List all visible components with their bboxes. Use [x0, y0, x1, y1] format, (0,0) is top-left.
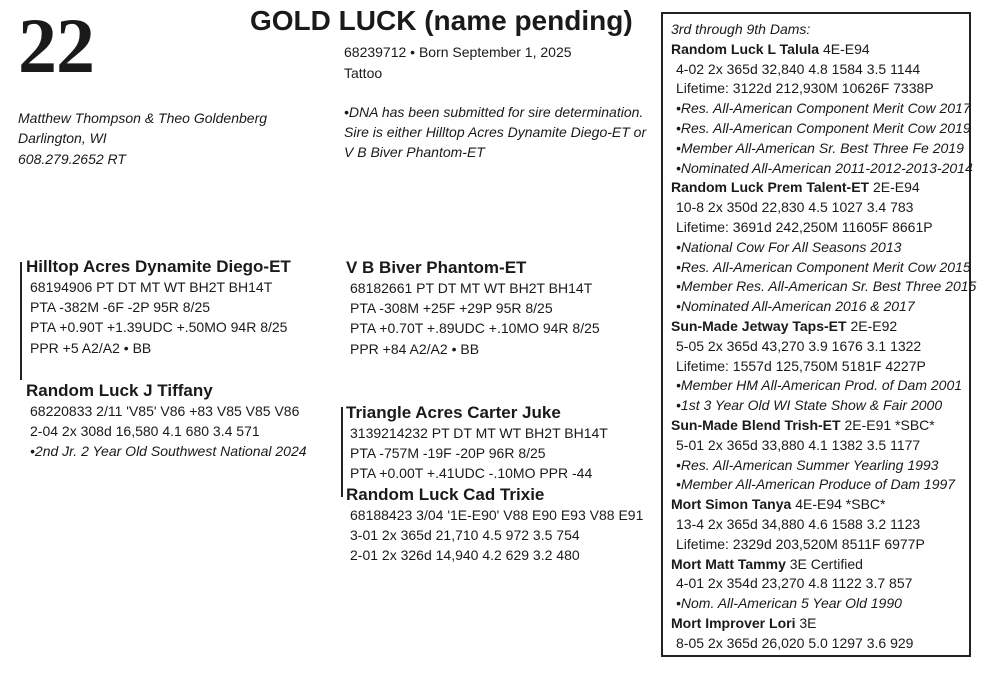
- dam-entry-note: •Member Res. All-American Sr. Best Three 2015: [676, 278, 977, 295]
- registration-line: 68239712 • Born September 1, 2025: [344, 44, 572, 60]
- dam-entry-score: 4E-E94 *SBC*: [795, 496, 886, 513]
- dam-entry-score: 2E-E92: [850, 317, 898, 334]
- mgs-name: Triangle Acres Carter Juke: [346, 403, 561, 422]
- dam-entry-note: •1st 3 Year Old WI State Show & Fair 2000: [676, 397, 943, 414]
- pedigree-line-right: [341, 407, 343, 497]
- mgs-line: PTA +0.00T +.41UDC -.10MO PPR -44: [350, 465, 593, 482]
- dam-entry-note: •Nominated All-American 2016 & 2017: [676, 298, 915, 315]
- consignor-location: Darlington, WI: [18, 130, 107, 146]
- dam-block: [26, 380, 307, 462]
- mgs-line: PTA -757M -19F -20P 96R 8/25: [350, 445, 546, 462]
- dams-box-heading: 3rd through 9th Dams:: [671, 21, 811, 37]
- dam-entry-name: Mort Matt Tammy: [671, 555, 786, 572]
- dam-entry-score: 4E-E94: [822, 40, 870, 57]
- second-dam-name: Random Luck Cad Trixie: [346, 485, 545, 504]
- second-dam-line: 2-01 2x 326d 14,940 4.2 629 3.2 480: [350, 547, 580, 564]
- dam-entry-note: •Member HM All-American Prod. of Dam 2001: [676, 377, 963, 394]
- dam-entry-record: 4-02 2x 365d 32,840 4.8 1584 3.5 1144: [676, 60, 921, 77]
- dam-entry-note: •National Cow For All Seasons 2013: [676, 238, 902, 255]
- dam-entry-note: •Res. All-American Summer Yearling 1993: [676, 456, 939, 473]
- dam-entry-header: [671, 416, 969, 436]
- dam-entry-header: [671, 40, 969, 60]
- dam-entry-note: •Member All-American Produce of Dam 1997: [676, 476, 956, 493]
- consignor-names: Matthew Thompson & Theo Goldenberg: [18, 110, 268, 126]
- dam-entry-record: 5-05 2x 365d 43,270 3.9 1676 3.1 1322: [676, 337, 922, 354]
- dam-entry-score: 2E-E91 *SBC*: [844, 416, 935, 433]
- mgs-block: [346, 402, 608, 484]
- dam-entry-record: Lifetime: 3691d 242,250M 11605F 8661P: [676, 218, 933, 235]
- dam-line: 68220833 2/11 'V85' V86 +83 V85 V85 V86: [30, 403, 300, 419]
- dam-entry-name: Mort Improver Lori: [671, 614, 796, 631]
- sire-b-name: V B Biver Phantom-ET: [346, 258, 527, 277]
- sire-b-block: [346, 257, 600, 359]
- dna-note-line-2: Sire is either Hilltop Acres Dynamite Diego-ET or: [344, 124, 647, 140]
- consignor-phone: 608.279.2652 RT: [18, 151, 126, 167]
- dam-entry-name: Random Luck L Talula: [671, 40, 820, 57]
- dam-entry-record: 13-4 2x 365d 34,880 4.6 1588 3.2 1123: [676, 515, 921, 532]
- dam-entry-score: 3E: [799, 614, 817, 631]
- sire-a-line: PPR +5 A2/A2 • BB: [30, 339, 152, 356]
- id-method: Tattoo: [344, 65, 383, 81]
- dam-entry-name: Random Luck Prem Talent-ET: [671, 179, 870, 196]
- sire-a-line: PTA -382M -6F -2P 95R 8/25: [30, 299, 211, 316]
- dam-entry-record: 4-01 2x 354d 23,270 4.8 1122 3.7 857: [676, 575, 913, 592]
- pedigree-line-left: [20, 262, 22, 380]
- dam-note: •2nd Jr. 2 Year Old Southwest National 2024: [30, 443, 307, 460]
- dam-entry-header: [671, 555, 969, 575]
- dams-list: [671, 40, 977, 654]
- mgs-line: 3139214232 PT DT MT WT BH2T BH14T: [350, 425, 608, 441]
- dam-entry-header: [671, 495, 969, 515]
- sire-b-line: 68182661 PT DT MT WT BH2T BH14T: [350, 280, 593, 296]
- dam-name: Random Luck J Tiffany: [26, 381, 213, 400]
- sire-a-block: [26, 256, 291, 358]
- dam-entry-name: Sun-Made Blend Trish-ET: [671, 416, 841, 433]
- dam-entry-header: [671, 317, 969, 337]
- dam-entry-record: 8-05 2x 365d 26,020 5.0 1297 3.6 929: [676, 634, 914, 651]
- dna-note-line-1: •DNA has been submitted for sire determination.: [344, 104, 644, 120]
- dam-entry-score: 2E-E94: [873, 179, 920, 196]
- sire-a-line: PTA +0.90T +1.39UDC +.50MO 94R 8/25: [30, 319, 288, 336]
- sire-b-line: PTA -308M +25F +29P 95R 8/25: [350, 300, 553, 317]
- dam-entry-header: [671, 178, 969, 198]
- dam-entry-score: 3E Certified: [789, 555, 863, 572]
- dam-entry-note: •Member All-American Sr. Best Three Fe 2019: [676, 139, 964, 156]
- dam-entry-name: Sun-Made Jetway Taps-ET: [671, 317, 847, 334]
- extended-dams-box: [661, 12, 977, 657]
- dam-entry-note: •Res. All-American Component Merit Cow 2019: [676, 119, 971, 136]
- dam-entry-note: •Res. All-American Component Merit Cow 2015: [676, 258, 971, 275]
- second-dam-line: 3-01 2x 365d 21,710 4.5 972 3.5 754: [350, 527, 580, 544]
- dam-entry-record: Lifetime: 2329d 203,520M 8511F 6977P: [676, 535, 925, 552]
- lot-number: 22: [18, 2, 94, 89]
- sire-b-line: PPR +84 A2/A2 • BB: [350, 340, 480, 357]
- dam-entry-note: •Nom. All-American 5 Year Old 1990: [676, 595, 902, 612]
- dam-entry-record: Lifetime: 3122d 212,930M 10626F 7338P: [676, 80, 934, 97]
- dam-entry-record: 5-01 2x 365d 33,880 4.1 1382 3.5 1177: [676, 436, 921, 453]
- animal-name-title: GOLD LUCK (name pending): [250, 5, 633, 36]
- dna-note-line-3: V B Biver Phantom-ET: [344, 144, 485, 160]
- sire-b-line: PTA +0.70T +.89UDC +.10MO 94R 8/25: [350, 320, 600, 337]
- dam-entry-note: •Nominated All-American 2011-2012-2013-2014: [676, 159, 973, 176]
- dam-entry-record: 10-8 2x 350d 22,830 4.5 1027 3.4 783: [676, 199, 914, 216]
- sire-a-name: Hilltop Acres Dynamite Diego-ET: [26, 257, 291, 276]
- dam-entry-note: •Res. All-American Component Merit Cow 2017: [676, 100, 971, 117]
- second-dam-line: 68188423 3/04 '1E-E90' V88 E90 E93 V88 E91: [350, 507, 644, 523]
- dam-entry-name: Mort Simon Tanya: [671, 496, 792, 513]
- sire-a-line: 68194906 PT DT MT WT BH2T BH14T: [30, 279, 273, 295]
- dam-entry-header: [671, 614, 969, 634]
- second-dam-block: [346, 484, 643, 566]
- dam-line: 2-04 2x 308d 16,580 4.1 680 3.4 571: [30, 423, 260, 440]
- dam-entry-record: Lifetime: 1557d 125,750M 5181F 4227P: [676, 357, 926, 374]
